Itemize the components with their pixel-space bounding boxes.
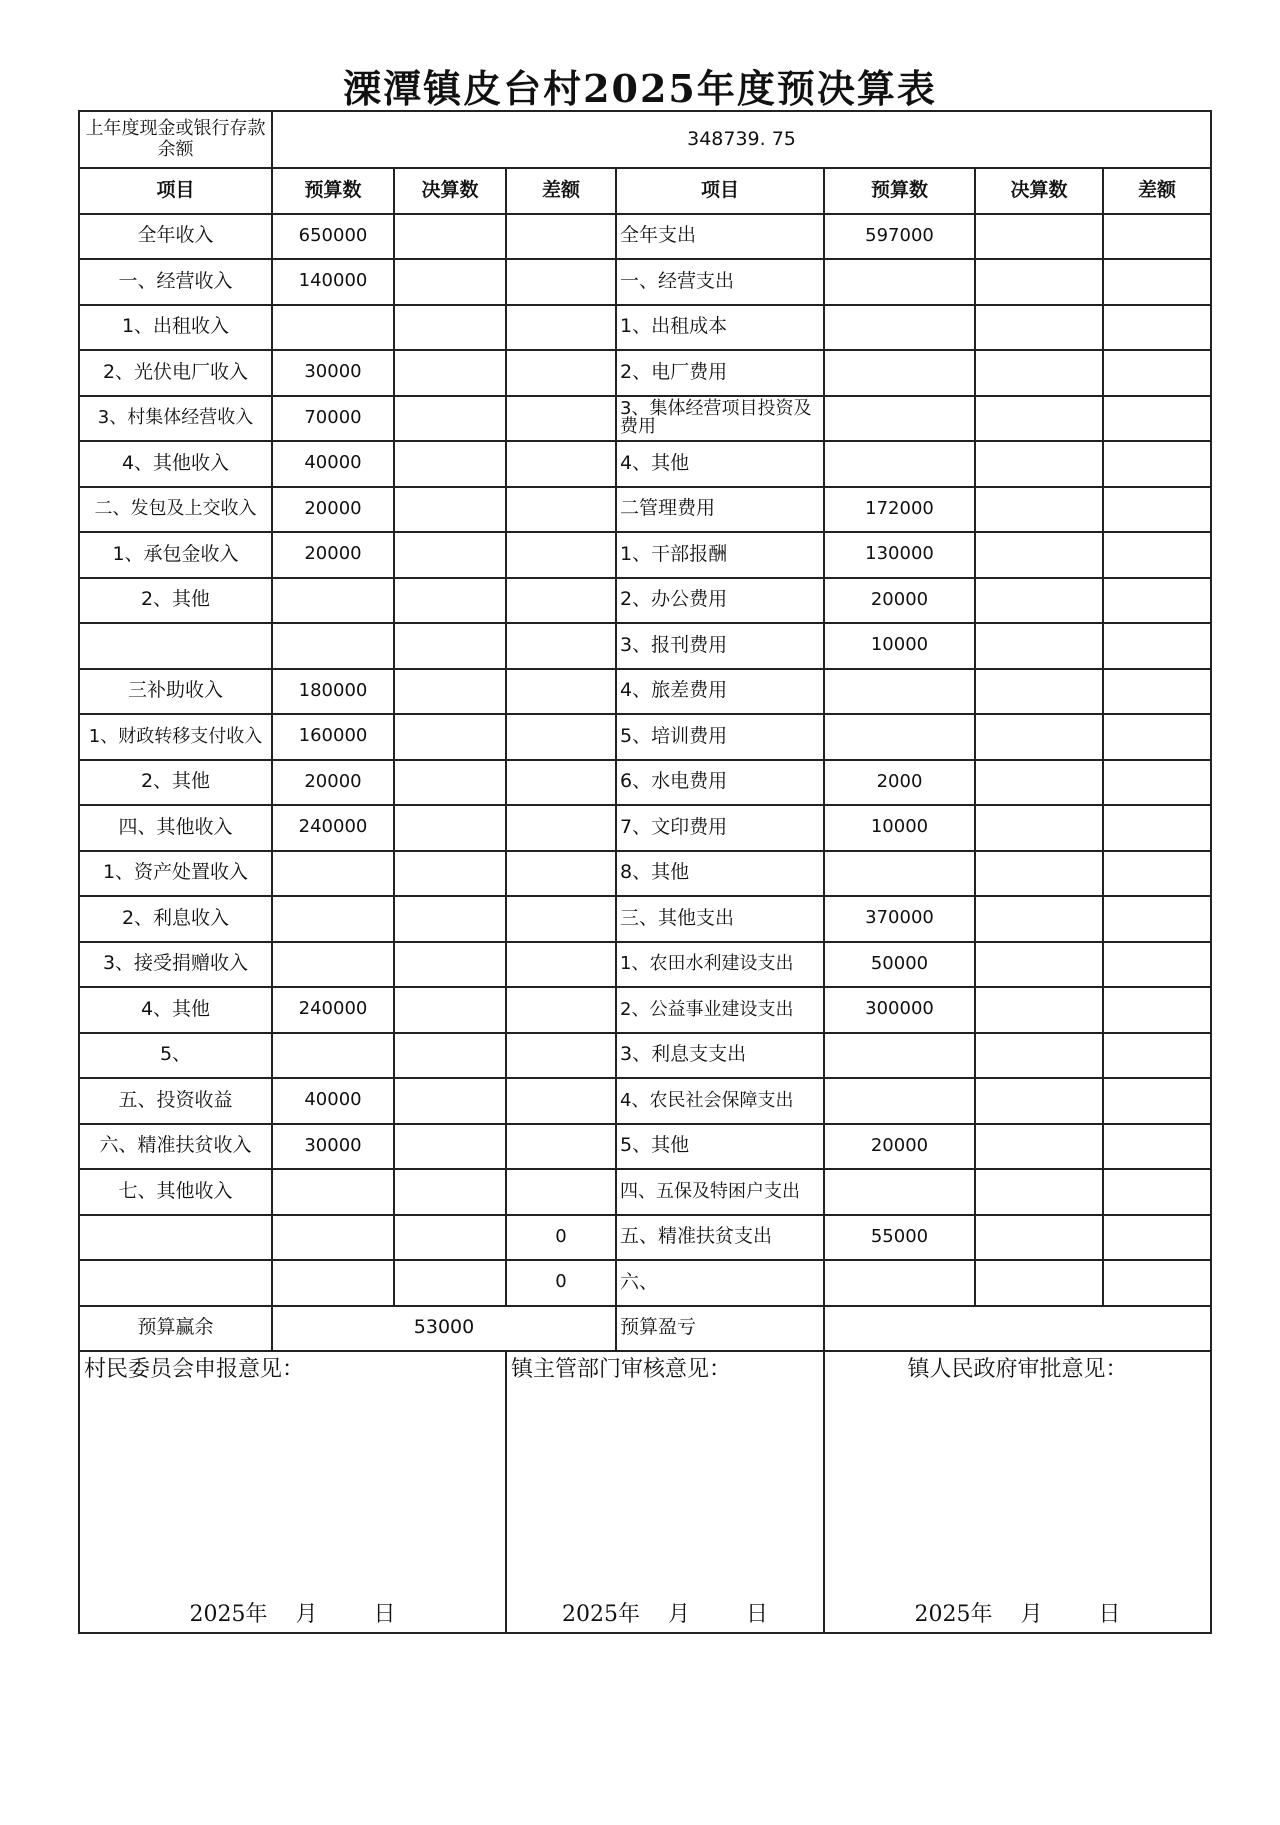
income-diff-cell [506, 532, 616, 578]
expense-diff-cell [1103, 1033, 1211, 1079]
income-item-cell: 六、精准扶贫收入 [79, 1124, 272, 1170]
income-final-cell [394, 350, 506, 396]
expense-item-cell: 1、出租成本 [616, 305, 824, 351]
expense-budget-cell [824, 350, 975, 396]
income-diff-cell [506, 350, 616, 396]
expense-budget-cell [824, 1169, 975, 1215]
expense-budget-cell: 2000 [824, 760, 975, 806]
header-row [79, 168, 1211, 214]
income-final-cell [394, 1215, 506, 1261]
expense-budget-cell [824, 1033, 975, 1079]
village-committee-opinion-date: 2025年 月 日 [189, 1601, 396, 1627]
income-final-cell [394, 851, 506, 897]
income-item-cell: 5、 [79, 1033, 272, 1079]
village-committee-opinion-label: 村民委员会申报意见： [84, 1357, 305, 1382]
income-budget-cell [272, 1215, 394, 1261]
income-budget-cell: 20000 [272, 532, 394, 578]
income-diff-cell: 0 [506, 1215, 616, 1261]
income-budget-cell [272, 1169, 394, 1215]
expense-budget-cell [824, 1078, 975, 1124]
expense-diff-cell [1103, 305, 1211, 351]
expense-final-cell [975, 350, 1103, 396]
income-diff-cell [506, 623, 616, 669]
income-final-cell [394, 1124, 506, 1170]
table-row [79, 1078, 1211, 1124]
expense-final-cell [975, 987, 1103, 1033]
income-diff-cell [506, 805, 616, 851]
expense-final-cell [975, 1169, 1103, 1215]
table-row [79, 1169, 1211, 1215]
income-diff-cell [506, 851, 616, 897]
income-diff-cell: 0 [506, 1260, 616, 1306]
income-diff-cell [506, 1169, 616, 1215]
expense-item-cell: 全年支出 [616, 214, 824, 260]
table-row [79, 1124, 1211, 1170]
income-final-cell [394, 532, 506, 578]
expense-diff-cell [1103, 942, 1211, 988]
expense-budget-cell: 10000 [824, 805, 975, 851]
expense-diff-cell [1103, 714, 1211, 760]
table-row [79, 396, 1211, 442]
town-government-opinion-date: 2025年 月 日 [914, 1601, 1121, 1627]
expense-final-cell [975, 1033, 1103, 1079]
table-row [79, 714, 1211, 760]
income-item-cell: 一、经营收入 [79, 259, 272, 305]
expense-item-cell: 1、农田水利建设支出 [616, 942, 824, 988]
expense-final-cell [975, 441, 1103, 487]
expense-budget-cell [824, 714, 975, 760]
expense-item-cell: 8、其他 [616, 851, 824, 897]
header-income-budget: 预算数 [272, 168, 394, 214]
expense-final-cell [975, 578, 1103, 624]
expense-diff-cell [1103, 214, 1211, 260]
town-department-opinion-box [506, 1351, 824, 1633]
expense-diff-cell [1103, 896, 1211, 942]
signature-row [79, 1351, 1211, 1633]
income-budget-cell [272, 851, 394, 897]
income-diff-cell [506, 259, 616, 305]
cash-balance-row [79, 111, 1211, 168]
income-budget-cell: 140000 [272, 259, 394, 305]
income-item-cell: 四、其他收入 [79, 805, 272, 851]
income-diff-cell [506, 669, 616, 715]
expense-diff-cell [1103, 623, 1211, 669]
deficit-label: 预算盈亏 [616, 1306, 824, 1352]
table-row [79, 896, 1211, 942]
income-final-cell [394, 1260, 506, 1306]
expense-diff-cell [1103, 1169, 1211, 1215]
income-diff-cell [506, 305, 616, 351]
income-budget-cell: 20000 [272, 487, 394, 533]
expense-budget-cell: 10000 [824, 623, 975, 669]
expense-budget-cell: 370000 [824, 896, 975, 942]
expense-budget-cell [824, 259, 975, 305]
expense-final-cell [975, 942, 1103, 988]
expense-diff-cell [1103, 578, 1211, 624]
income-item-cell: 1、财政转移支付收入 [79, 714, 272, 760]
table-row [79, 1260, 1211, 1306]
income-budget-cell: 70000 [272, 396, 394, 442]
expense-diff-cell [1103, 669, 1211, 715]
expense-budget-cell: 172000 [824, 487, 975, 533]
income-budget-cell [272, 1033, 394, 1079]
expense-final-cell [975, 851, 1103, 897]
table-row [79, 532, 1211, 578]
expense-diff-cell [1103, 532, 1211, 578]
page-title: 溧潭镇皮台村2025年度预决算表 [343, 66, 937, 111]
header-income-diff: 差额 [506, 168, 616, 214]
income-budget-cell: 650000 [272, 214, 394, 260]
income-final-cell [394, 760, 506, 806]
budget-table [78, 110, 1212, 1634]
expense-item-cell: 六、 [616, 1260, 824, 1306]
expense-budget-cell: 20000 [824, 578, 975, 624]
town-government-opinion-box [824, 1351, 1211, 1633]
table-row [79, 623, 1211, 669]
header-expense-final: 决算数 [975, 168, 1103, 214]
expense-final-cell [975, 487, 1103, 533]
income-final-cell [394, 487, 506, 533]
income-item-cell: 3、村集体经营收入 [79, 396, 272, 442]
expense-final-cell [975, 623, 1103, 669]
table-row [79, 987, 1211, 1033]
cash-balance-label: 上年度现金或银行存款余额 [79, 111, 272, 168]
expense-diff-cell [1103, 987, 1211, 1033]
income-diff-cell [506, 942, 616, 988]
income-budget-cell [272, 1260, 394, 1306]
header-expense-budget: 预算数 [824, 168, 975, 214]
expense-final-cell [975, 1124, 1103, 1170]
table-row [79, 942, 1211, 988]
header-income-final: 决算数 [394, 168, 506, 214]
expense-diff-cell [1103, 441, 1211, 487]
table-row [79, 578, 1211, 624]
expense-diff-cell [1103, 487, 1211, 533]
income-item-cell: 1、出租收入 [79, 305, 272, 351]
income-final-cell [394, 1169, 506, 1215]
expense-final-cell [975, 760, 1103, 806]
expense-diff-cell [1103, 1124, 1211, 1170]
town-department-opinion-label: 镇主管部门审核意见： [511, 1357, 732, 1382]
expense-budget-cell: 597000 [824, 214, 975, 260]
expense-budget-cell [824, 851, 975, 897]
expense-item-cell: 3、利息支支出 [616, 1033, 824, 1079]
income-diff-cell [506, 987, 616, 1033]
income-budget-cell: 30000 [272, 1124, 394, 1170]
expense-item-cell: 2、公益事业建设支出 [616, 987, 824, 1033]
income-item-cell [79, 623, 272, 669]
table-row [79, 214, 1211, 260]
expense-item-cell: 四、五保及特困户支出 [616, 1169, 824, 1215]
income-budget-cell: 240000 [272, 987, 394, 1033]
expense-budget-cell: 130000 [824, 532, 975, 578]
table-row [79, 760, 1211, 806]
expense-final-cell [975, 259, 1103, 305]
expense-final-cell [975, 305, 1103, 351]
income-diff-cell [506, 714, 616, 760]
expense-item-cell: 4、其他 [616, 441, 824, 487]
table-row [79, 350, 1211, 396]
expense-diff-cell [1103, 1215, 1211, 1261]
expense-budget-cell: 50000 [824, 942, 975, 988]
income-item-cell: 2、其他 [79, 760, 272, 806]
expense-item-cell: 二管理费用 [616, 487, 824, 533]
deficit-value [824, 1306, 1211, 1352]
income-diff-cell [506, 1124, 616, 1170]
table-row [79, 487, 1211, 533]
expense-diff-cell [1103, 805, 1211, 851]
expense-final-cell [975, 396, 1103, 442]
income-item-cell: 3、接受捐赠收入 [79, 942, 272, 988]
income-final-cell [394, 987, 506, 1033]
expense-budget-cell [824, 396, 975, 442]
income-item-cell: 全年收入 [79, 214, 272, 260]
income-final-cell [394, 942, 506, 988]
income-item-cell: 4、其他 [79, 987, 272, 1033]
expense-final-cell [975, 714, 1103, 760]
expense-diff-cell [1103, 350, 1211, 396]
income-final-cell [394, 396, 506, 442]
expense-budget-cell [824, 441, 975, 487]
expense-item-cell: 五、精准扶贫支出 [616, 1215, 824, 1261]
income-item-cell [79, 1260, 272, 1306]
cash-balance-value: 348739. 75 [272, 111, 1211, 168]
expense-final-cell [975, 805, 1103, 851]
expense-budget-cell [824, 305, 975, 351]
expense-final-cell [975, 669, 1103, 715]
expense-item-cell: 三、其他支出 [616, 896, 824, 942]
income-budget-cell [272, 578, 394, 624]
table-row [79, 669, 1211, 715]
income-final-cell [394, 578, 506, 624]
town-department-opinion-date: 2025年 月 日 [562, 1601, 768, 1627]
expense-budget-cell [824, 1260, 975, 1306]
header-expense-diff: 差额 [1103, 168, 1211, 214]
income-final-cell [394, 441, 506, 487]
income-diff-cell [506, 441, 616, 487]
surplus-label: 预算赢余 [79, 1306, 272, 1352]
income-final-cell [394, 623, 506, 669]
income-final-cell [394, 896, 506, 942]
expense-final-cell [975, 1260, 1103, 1306]
expense-final-cell [975, 896, 1103, 942]
surplus-value: 53000 [272, 1306, 616, 1352]
table-row [79, 259, 1211, 305]
income-diff-cell [506, 760, 616, 806]
expense-diff-cell [1103, 259, 1211, 305]
income-item-cell: 三补助收入 [79, 669, 272, 715]
income-diff-cell [506, 396, 616, 442]
table-row [79, 1215, 1211, 1261]
income-item-cell: 4、其他收入 [79, 441, 272, 487]
expense-budget-cell [824, 669, 975, 715]
income-final-cell [394, 669, 506, 715]
expense-diff-cell [1103, 1078, 1211, 1124]
expense-diff-cell [1103, 851, 1211, 897]
expense-item-cell: 3、报刊费用 [616, 623, 824, 669]
income-budget-cell [272, 896, 394, 942]
expense-final-cell [975, 1078, 1103, 1124]
village-committee-opinion-box [79, 1351, 506, 1633]
expense-item-cell: 1、干部报酬 [616, 532, 824, 578]
income-item-cell: 2、其他 [79, 578, 272, 624]
expense-diff-cell [1103, 760, 1211, 806]
income-item-cell [79, 1215, 272, 1261]
expense-budget-cell: 300000 [824, 987, 975, 1033]
income-diff-cell [506, 487, 616, 533]
income-item-cell: 七、其他收入 [79, 1169, 272, 1215]
expense-item-cell: 2、办公费用 [616, 578, 824, 624]
expense-item-cell: 5、其他 [616, 1124, 824, 1170]
expense-item-cell: 4、农民社会保障支出 [616, 1078, 824, 1124]
table-row [79, 1033, 1211, 1079]
expense-item-cell: 4、旅差费用 [616, 669, 824, 715]
income-final-cell [394, 805, 506, 851]
expense-item-cell: 一、经营支出 [616, 259, 824, 305]
expense-item-cell: 6、水电费用 [616, 760, 824, 806]
income-item-cell: 1、资产处置收入 [79, 851, 272, 897]
income-diff-cell [506, 578, 616, 624]
town-government-opinion-label: 镇人民政府审批意见： [907, 1357, 1128, 1382]
income-item-cell: 2、利息收入 [79, 896, 272, 942]
expense-diff-cell [1103, 1260, 1211, 1306]
income-diff-cell [506, 214, 616, 260]
expense-final-cell [975, 1215, 1103, 1261]
surplus-row [79, 1306, 1211, 1352]
income-budget-cell [272, 305, 394, 351]
header-income-item: 项目 [79, 168, 272, 214]
expense-item-cell: 7、文印费用 [616, 805, 824, 851]
table-row [79, 805, 1211, 851]
header-expense-item: 项目 [616, 168, 824, 214]
expense-diff-cell [1103, 396, 1211, 442]
income-final-cell [394, 214, 506, 260]
income-final-cell [394, 1078, 506, 1124]
income-final-cell [394, 1033, 506, 1079]
income-diff-cell [506, 1033, 616, 1079]
income-final-cell [394, 259, 506, 305]
income-budget-cell: 40000 [272, 1078, 394, 1124]
income-final-cell [394, 714, 506, 760]
expense-final-cell [975, 532, 1103, 578]
income-diff-cell [506, 896, 616, 942]
expense-item-cell: 3、集体经营项目投资及费用 [616, 396, 824, 442]
table-row [79, 851, 1211, 897]
expense-item-cell: 2、电厂费用 [616, 350, 824, 396]
income-item-cell: 2、光伏电厂收入 [79, 350, 272, 396]
income-budget-cell [272, 623, 394, 669]
expense-item-cell: 5、培训费用 [616, 714, 824, 760]
income-final-cell [394, 305, 506, 351]
expense-budget-cell: 20000 [824, 1124, 975, 1170]
income-budget-cell: 20000 [272, 760, 394, 806]
income-budget-cell: 160000 [272, 714, 394, 760]
income-budget-cell: 40000 [272, 441, 394, 487]
table-row [79, 305, 1211, 351]
income-budget-cell: 180000 [272, 669, 394, 715]
expense-final-cell [975, 214, 1103, 260]
income-budget-cell [272, 942, 394, 988]
table-row [79, 441, 1211, 487]
income-budget-cell: 30000 [272, 350, 394, 396]
expense-budget-cell: 55000 [824, 1215, 975, 1261]
income-diff-cell [506, 1078, 616, 1124]
income-budget-cell: 240000 [272, 805, 394, 851]
income-item-cell: 五、投资收益 [79, 1078, 272, 1124]
income-item-cell: 二、发包及上交收入 [79, 487, 272, 533]
income-item-cell: 1、承包金收入 [79, 532, 272, 578]
